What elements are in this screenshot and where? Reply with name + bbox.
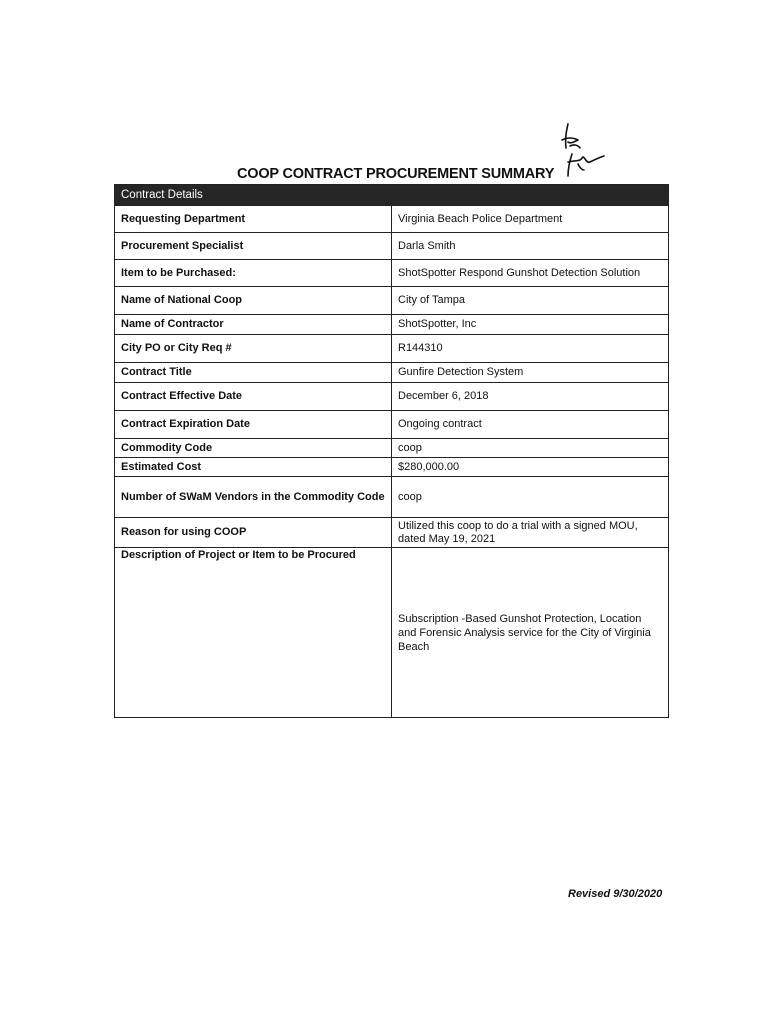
row-label: Number of SWaM Vendors in the Commodity Code [115,477,392,518]
row-value: Ongoing contract [392,411,669,439]
row-value: Darla Smith [392,233,669,260]
table-row [115,518,669,548]
row-value: Virginia Beach Police Department [392,206,669,233]
handwritten-signature [556,118,616,180]
revised-date: Revised 9/30/2020 [568,888,663,900]
table-row [115,439,669,458]
document-title: COOP CONTRACT PROCUREMENT SUMMARY [237,166,555,182]
table-row [115,315,669,335]
row-value: Gunfire Detection System [392,363,669,383]
row-value: December 6, 2018 [392,383,669,411]
table-row [115,287,669,315]
row-label: Name of National Coop [115,287,392,315]
row-value: Utilized this coop to do a trial with a signed MOU, dated May 19, 2021 [392,518,669,548]
row-value: coop [392,477,669,518]
table-row [115,477,669,518]
row-label: Estimated Cost [115,458,392,477]
table-row [115,548,669,718]
table-row [115,233,669,260]
row-value: Subscription -Based Gunshot Protection, Location and Forensic Analysis service for the City of Virginia Beach [392,548,669,718]
row-label: Requesting Department [115,206,392,233]
row-value: $280,000.00 [392,458,669,477]
row-label: City PO or City Req # [115,335,392,363]
table-row [115,383,669,411]
row-value: City of Tampa [392,287,669,315]
table-row [115,260,669,287]
row-label: Contract Title [115,363,392,383]
table-row [115,335,669,363]
table-row [115,206,669,233]
row-label: Contract Effective Date [115,383,392,411]
table-row [115,458,669,477]
row-label: Name of Contractor [115,315,392,335]
row-label: Reason for using COOP [115,518,392,548]
row-label: Commodity Code [115,439,392,458]
contract-details-table [114,184,669,718]
row-value: ShotSpotter, Inc [392,315,669,335]
row-value: R144310 [392,335,669,363]
row-label: Description of Project or Item to be Procured [115,548,392,718]
row-label: Contract Expiration Date [115,411,392,439]
section-header: Contract Details [115,185,669,206]
row-value: ShotSpotter Respond Gunshot Detection Solution [392,260,669,287]
table-row [115,411,669,439]
table-row [115,363,669,383]
row-value: coop [392,439,669,458]
row-label: Item to be Purchased: [115,260,392,287]
row-label: Procurement Specialist [115,233,392,260]
